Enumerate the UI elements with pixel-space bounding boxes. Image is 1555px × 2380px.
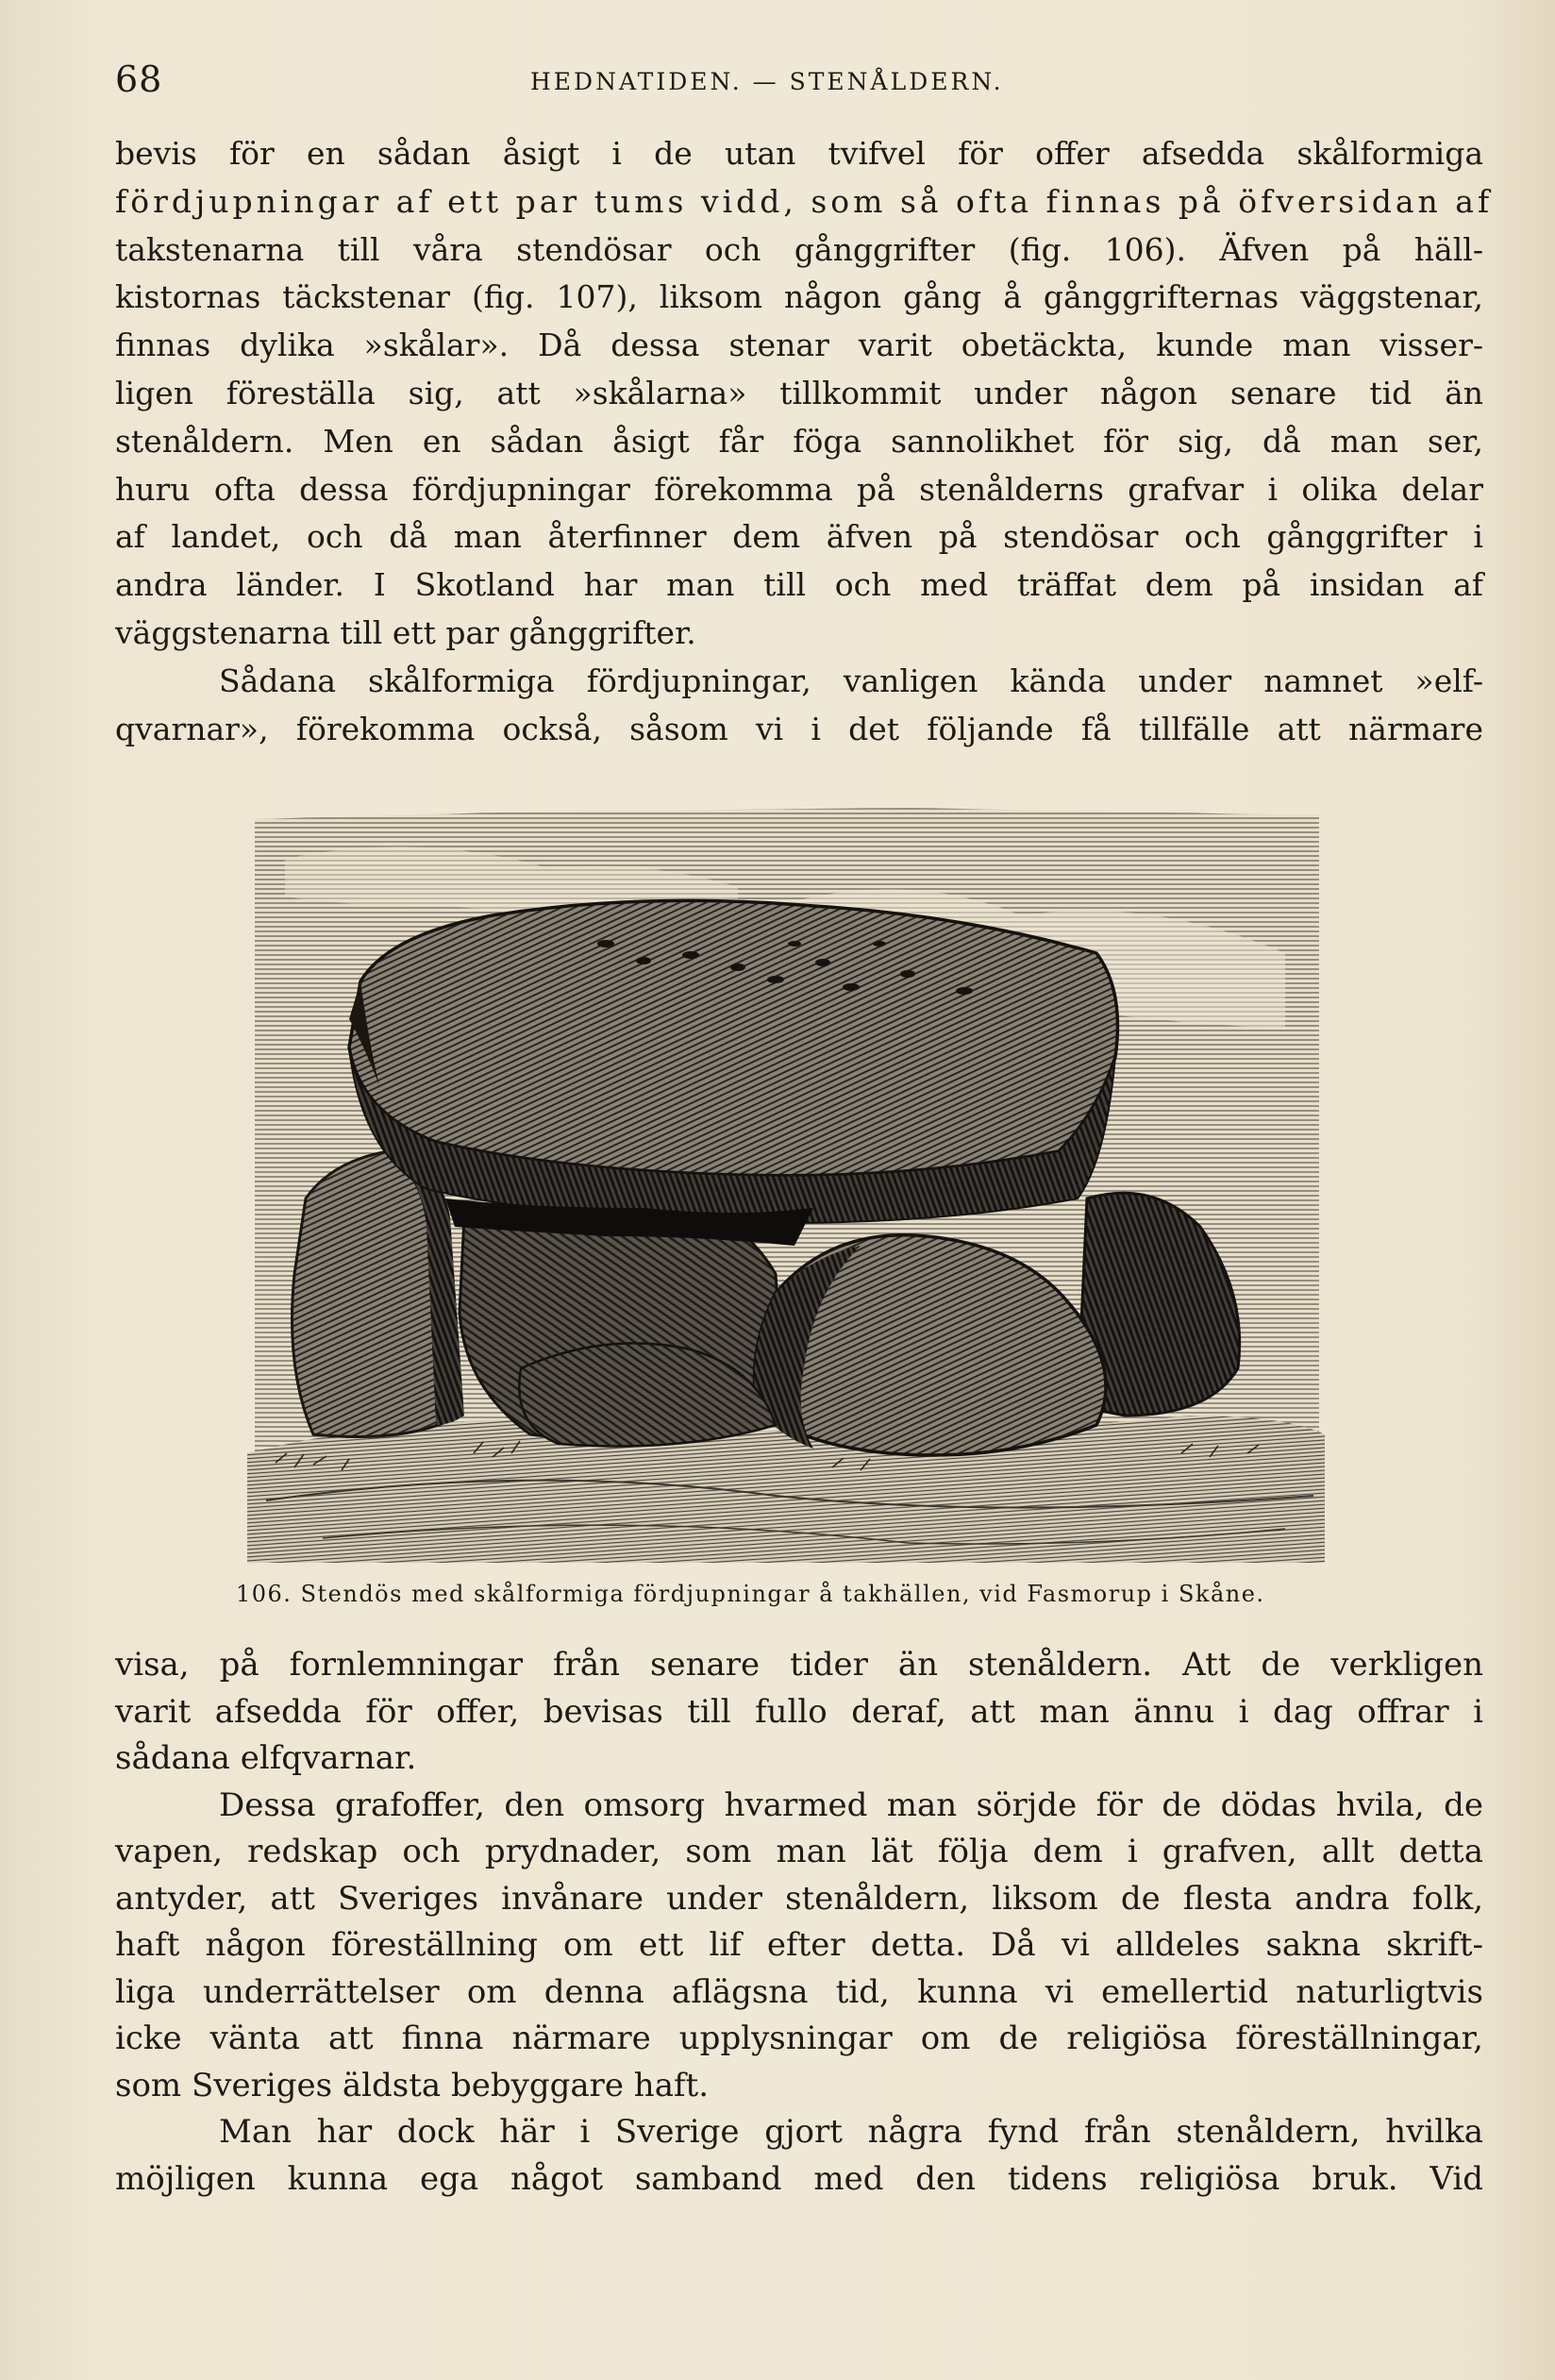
text-line: liga underrättelser om denna aflägsna tid, kunna vi emellertid naturligtvis [115, 1972, 1483, 2011]
text-line: Dessa grafoffer, den omsorg hvarmed man sörjde för de dödas hvila, de [219, 1785, 1483, 1824]
text-line: som Sveriges äldsta bebyggare haft. [115, 2066, 710, 2104]
text-line: möjligen kunna ega något samband med den tidens religiösa bruk. Vid [115, 2159, 1483, 2198]
text-line: varit afsedda för offer, bevisas till fullo deraf, att man ännu i dag offrar i [115, 1692, 1483, 1731]
paragraph-3 [115, 1783, 1483, 2110]
page-header [115, 59, 1483, 106]
paragraph-1 [115, 130, 1494, 658]
text-line: ligen föreställa sig, att »skålarna» tillkommit under någon senare tid än [115, 374, 1483, 411]
dolmen-engraving [247, 802, 1325, 1563]
text-line: Man har dock här i Sverige gjort några fynd från stenåldern, hvilka [219, 2113, 1483, 2151]
text-line: antyder, att Sveriges invånare under stenåldern, liksom de flesta andra folk, [115, 1879, 1483, 1918]
paragraph-2 [115, 658, 1483, 754]
text-line: väggstenarna till ett par gånggrifter. [115, 613, 696, 651]
text-line: af landet, och då man återfinner dem äfven på stendösar och gånggrifter i [115, 518, 1483, 556]
paragraph-4 [115, 2109, 1483, 2203]
running-head: HEDNATIDEN. — STENÅLDERN. [530, 68, 1004, 95]
text-line: finnas dylika »skålar». Då dessa stenar varit obetäckta, kunde man visser- [115, 327, 1483, 364]
text-line: vapen, redskap och prydnader, som man lät följa dem i grafven, allt detta [115, 1833, 1483, 1870]
page-number: 68 [115, 59, 163, 100]
text-line: kistornas täckstenar (fig. 107), liksom någon gång å gånggrifternas väggstenar, [115, 278, 1483, 316]
text-line: bevis för en sådan åsigt i de utan tvifvel för offer afsedda skålformiga [115, 135, 1483, 172]
text-line: qvarnar», förekomma också, såsom vi i det följande få tillfälle att närmare [115, 710, 1483, 747]
text-line: andra länder. I Skotland har man till och med träffat dem på insidan af [115, 566, 1483, 604]
lower-text-block [115, 1642, 1483, 2203]
text-line: huru ofta dessa fördjupningar förekomma på stenålderns grafvar i olika delar [115, 470, 1483, 508]
text-line: stenåldern. Men en sådan åsigt får föga sannolikhet för sig, då man ser, [115, 422, 1483, 460]
upper-text-block [115, 130, 1494, 753]
text-line: icke vänta att finna närmare upplysningar om de religiösa föreställningar, [115, 2020, 1483, 2057]
text-line: sådana elfqvarnar. [115, 1739, 417, 1777]
text-line: visa, på fornlemningar från senare tider än stenåldern. Att de verkligen [115, 1646, 1483, 1684]
text-line: Sådana skålformiga fördjupningar, vanligen kända under namnet »elf- [219, 662, 1483, 699]
paragraph-2-continued [115, 1642, 1483, 1783]
text-line: haft någon föreställning om ett lif efter detta. Då vi alldeles sakna skrift- [115, 1926, 1483, 1964]
text-line: takstenarna till våra stendösar och gånggrifter (fig. 106). Äfven på häll- [115, 230, 1483, 268]
figure-caption: 106. Stendös med skålformiga fördjupningar å takhällen, vid Fasmorup i Skåne. [236, 1581, 1265, 1607]
text-line: fördjupningar af ett par tums vidd, som så ofta finnas på öfversidan af [115, 182, 1494, 220]
